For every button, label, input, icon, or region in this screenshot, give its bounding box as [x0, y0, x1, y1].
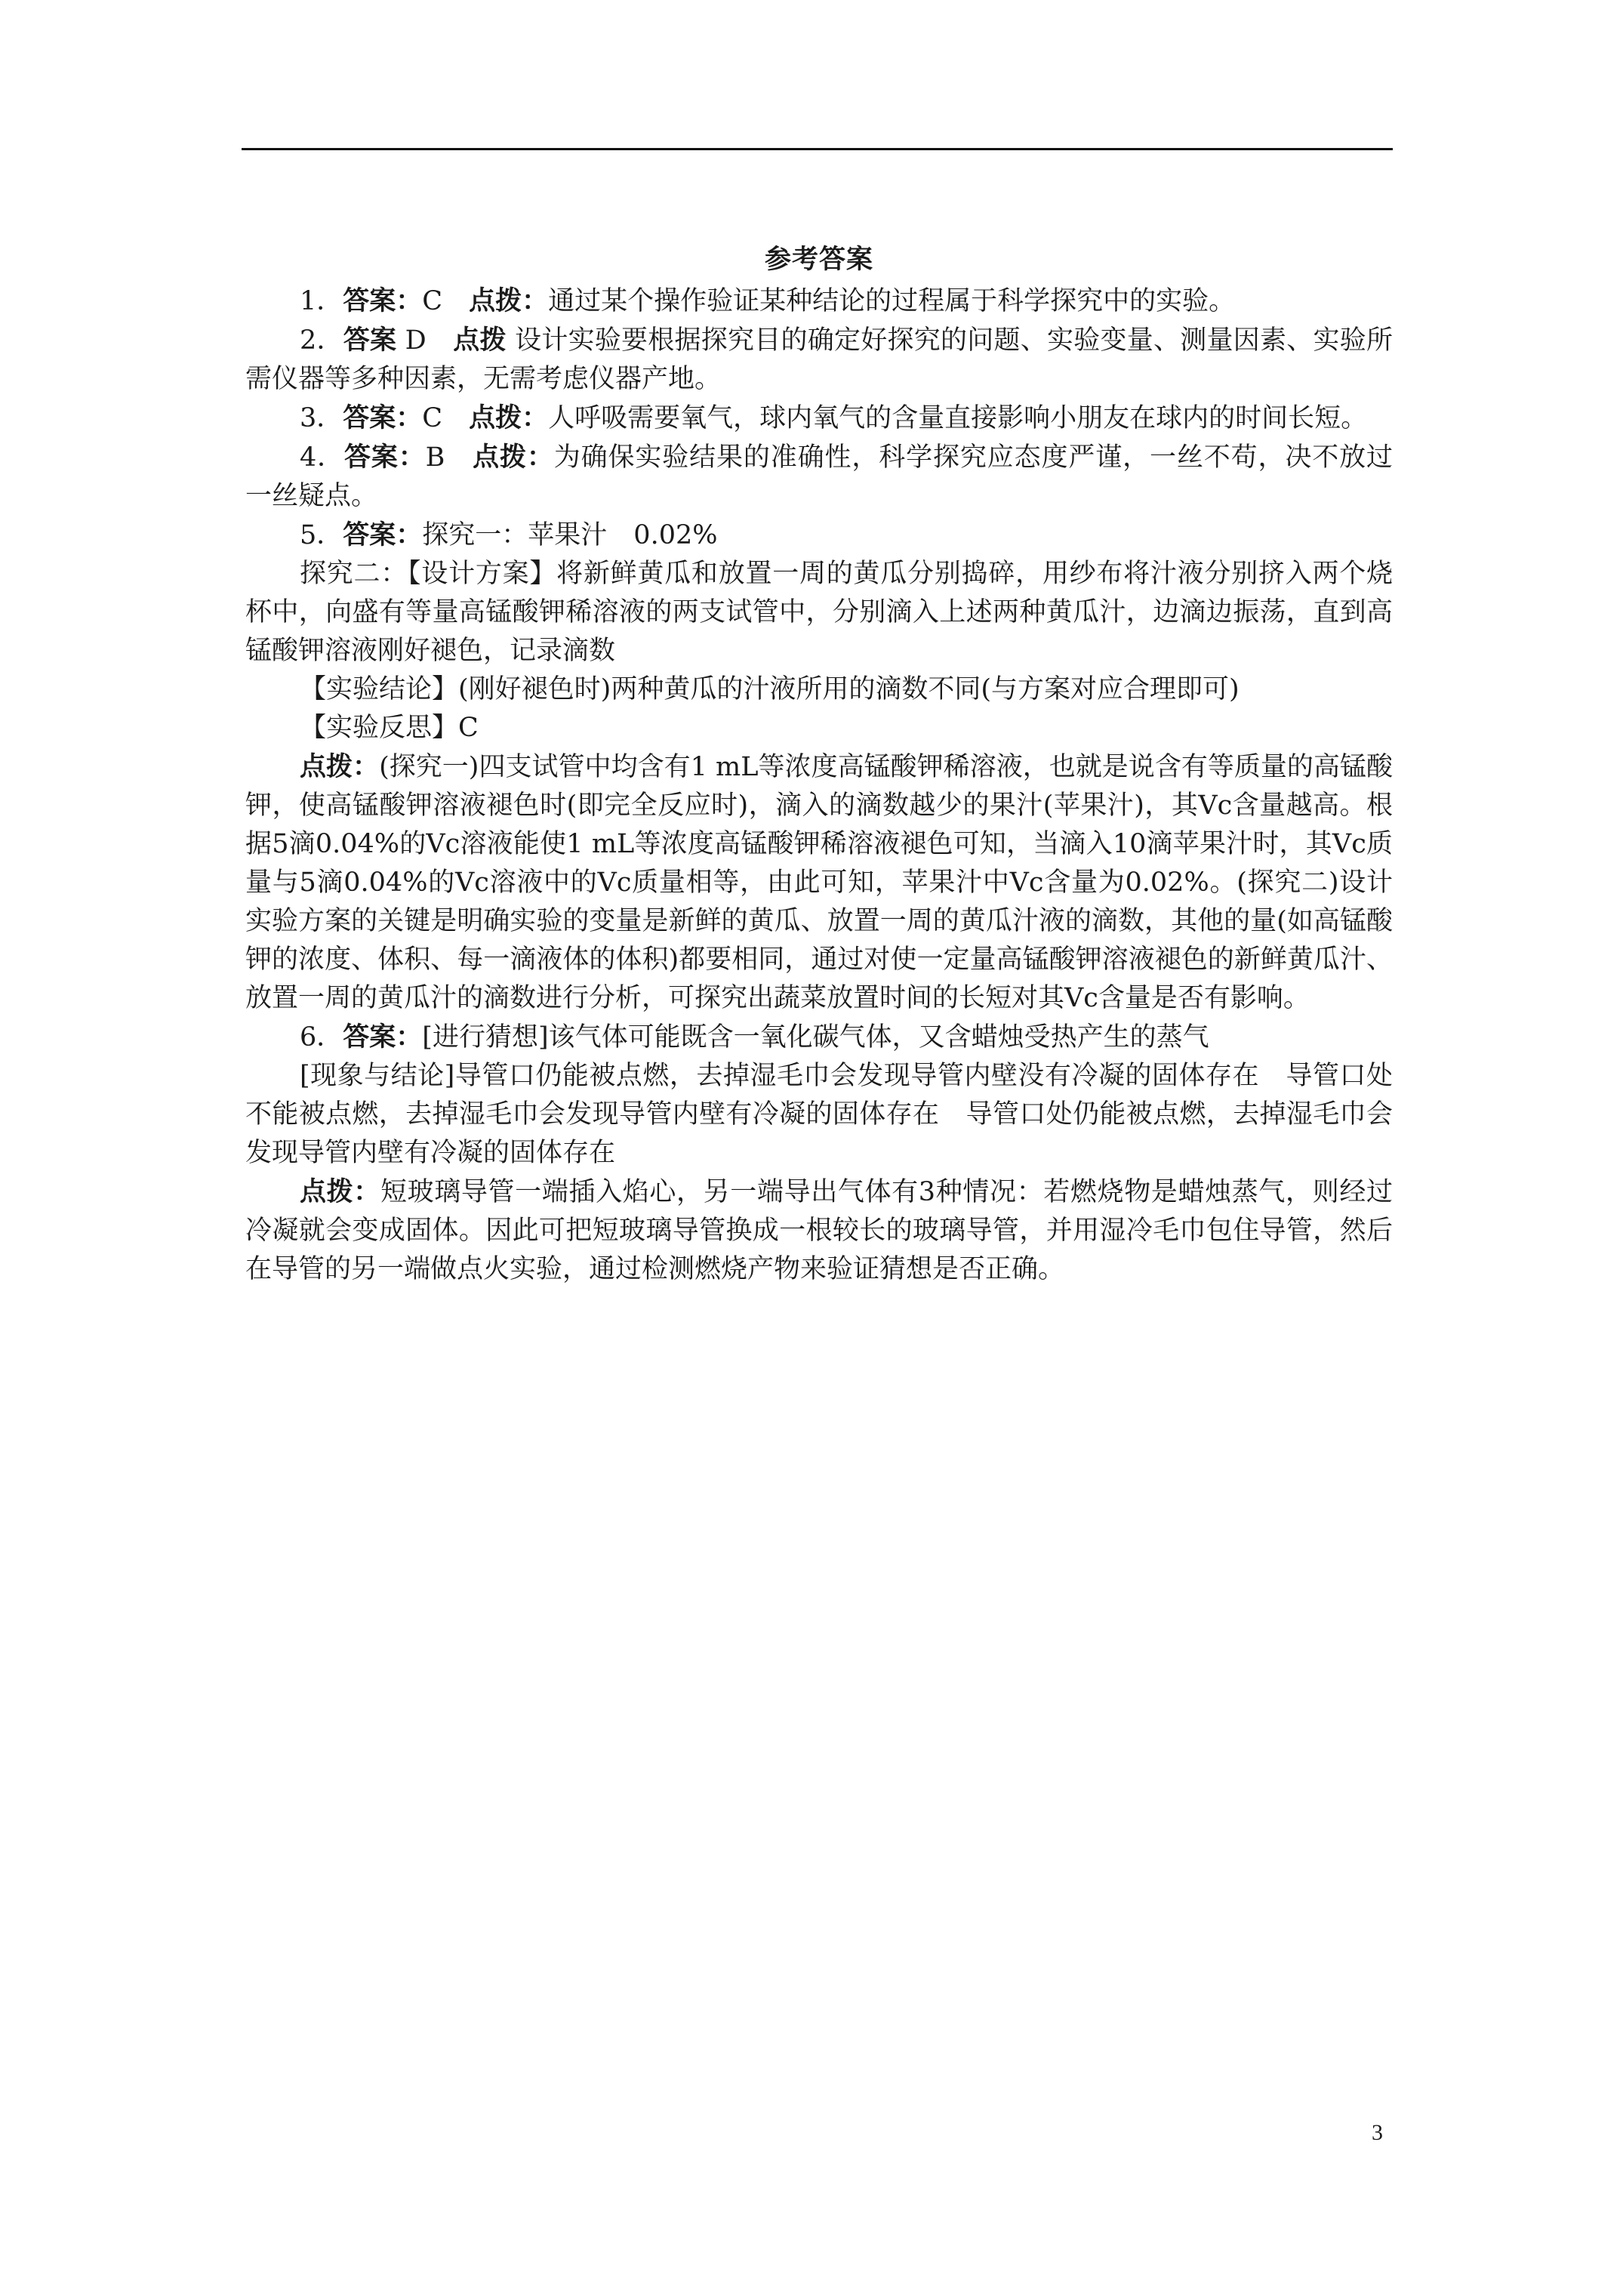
answer-label: 答案：: [343, 285, 423, 316]
hint-text: (探究一)四支试管中均含有1 mL等浓度高锰酸钾稀溶液，也就是说含有等质量的高锰酸钾，使高锰酸钾溶液褪色时(即完全反应时)，滴入的滴数越少的果汁(苹果汁)，其Vc含量越高。根据5滴0.04%的Vc溶液能使1 mL等浓度高锰酸钾稀溶液褪色可知，当滴入10滴苹果汁时，其Vc质量与5滴0.04%的Vc溶液中的Vc质量相等，由此可知，苹果汁中Vc含量为0.02%。(探究二)设计实验方案的关键是明确实验的变量是新鲜的黄瓜、放置一周的黄瓜汁液的滴数，其他的量(如高锰酸钾的浓度、体积、每一滴液体的体积)都要相同，通过对使一定量高锰酸钾溶液褪色的新鲜黄瓜汁、放置一周的黄瓜汁的滴数进行分析，可探究出蔬菜放置时间的长短对其Vc含量是否有影响。: [245, 752, 1393, 1013]
hint-label: 点拨：: [300, 1176, 380, 1207]
answer-section: [245, 240, 1393, 1289]
hint-label: 点拨：: [469, 402, 549, 433]
hint-label: 点拨：: [469, 285, 549, 316]
answer-value: C: [422, 286, 443, 316]
answer-label: 答案：: [343, 1022, 423, 1052]
answer-5-conclusion: [245, 670, 1393, 709]
answer-6-hint: [245, 1173, 1393, 1289]
hint-label: 点拨：: [473, 442, 554, 473]
hint-text: 为确保实验结果的准确性，科学探究应态度严谨，一丝不苟，决不放过一丝疑点。: [245, 442, 1393, 511]
answer-6: [245, 1018, 1393, 1057]
answer-label: 答案：: [343, 519, 423, 550]
answer-value: [进行猜想]该气体可能既含一氧化碳气体，又含蜡烛受热产生的蒸气: [422, 1022, 1209, 1052]
hint-text: 通过某个操作验证某种结论的过程属于科学探究中的实验。: [548, 286, 1236, 316]
answer-value: B: [425, 442, 445, 473]
answer-5: [245, 516, 1393, 555]
answer-label: 答案: [343, 325, 397, 356]
answer-label: 答案：: [344, 442, 426, 473]
answer-value: 探究一：苹果汁 0.02%: [422, 520, 718, 550]
answer-number: 4．: [300, 442, 345, 473]
answer-number: 6．: [300, 1022, 343, 1052]
answer-5-design: [245, 555, 1393, 670]
page-number: 3: [1372, 2120, 1383, 2145]
answer-2: [245, 321, 1393, 399]
answer-number: 1．: [300, 286, 343, 316]
hint-label: 点拨：: [300, 751, 380, 782]
answer-number: 2．: [300, 325, 343, 356]
answer-number: 5．: [300, 520, 343, 550]
hint-text: 人呼吸需要氧气，球内氧气的含量直接影响小朋友在球内的时间长短。: [548, 403, 1368, 433]
answer-3: [245, 399, 1393, 438]
answer-label: 答案：: [343, 402, 423, 433]
hint-text: 设计实验要根据探究目的确定好探究的问题、实验变量、测量因素、实验所需仪器等多种因素，无需考虑仪器产地。: [245, 325, 1393, 394]
reflection-text: C: [458, 713, 479, 743]
answer-value: C: [422, 403, 443, 433]
conclusion-label: 【实验结论】: [300, 674, 459, 704]
answer-5-reflection: [245, 709, 1393, 747]
reflection-label: 【实验反思】: [300, 713, 459, 743]
hint-text: 短玻璃导管一端插入焰心，另一端导出气体有3种情况：若燃烧物是蜡烛蒸气，则经过冷凝就会变成固体。因此可把短玻璃导管换成一根较长的玻璃导管，并用湿冷毛巾包住导管，然后在导管的另一端做点火实验，通过检测燃烧产物来验证猜想是否正确。: [245, 1177, 1393, 1284]
answer-6-phenomena: [245, 1057, 1393, 1173]
answer-value: D: [405, 325, 427, 356]
section-title: 参考答案: [764, 244, 873, 275]
hint-label: 点拨: [453, 325, 507, 356]
answer-4: [245, 438, 1393, 516]
answer-number: 3．: [300, 403, 343, 433]
design-text: 将新鲜黄瓜和放置一周的黄瓜分别捣碎，用纱布将汁液分别挤入两个烧杯中，向盛有等量高锰酸钾稀溶液的两支试管中，分别滴入上述两种黄瓜汁，边滴边振荡，直到高锰酸钾溶液刚好褪色，记录滴数: [245, 559, 1393, 666]
header-rule: [242, 148, 1393, 150]
conclusion-text: (刚好褪色时)两种黄瓜的汁液所用的滴数不同(与方案对应合理即可): [458, 674, 1240, 704]
answer-5-hint: [245, 747, 1393, 1018]
design-label: 探究二：【设计方案】: [300, 559, 557, 589]
answer-1: [245, 282, 1393, 321]
phenomena-text: [现象与结论]导管口仍能被点燃，去掉湿毛巾会发现导管内壁没有冷凝的固体存在 导管口处不能被点燃，去掉湿毛巾会发现导管内壁有冷凝的固体存在 导管口处仍能被点燃，去掉湿毛巾会发现导管内壁有冷凝的固体存在: [245, 1061, 1393, 1168]
